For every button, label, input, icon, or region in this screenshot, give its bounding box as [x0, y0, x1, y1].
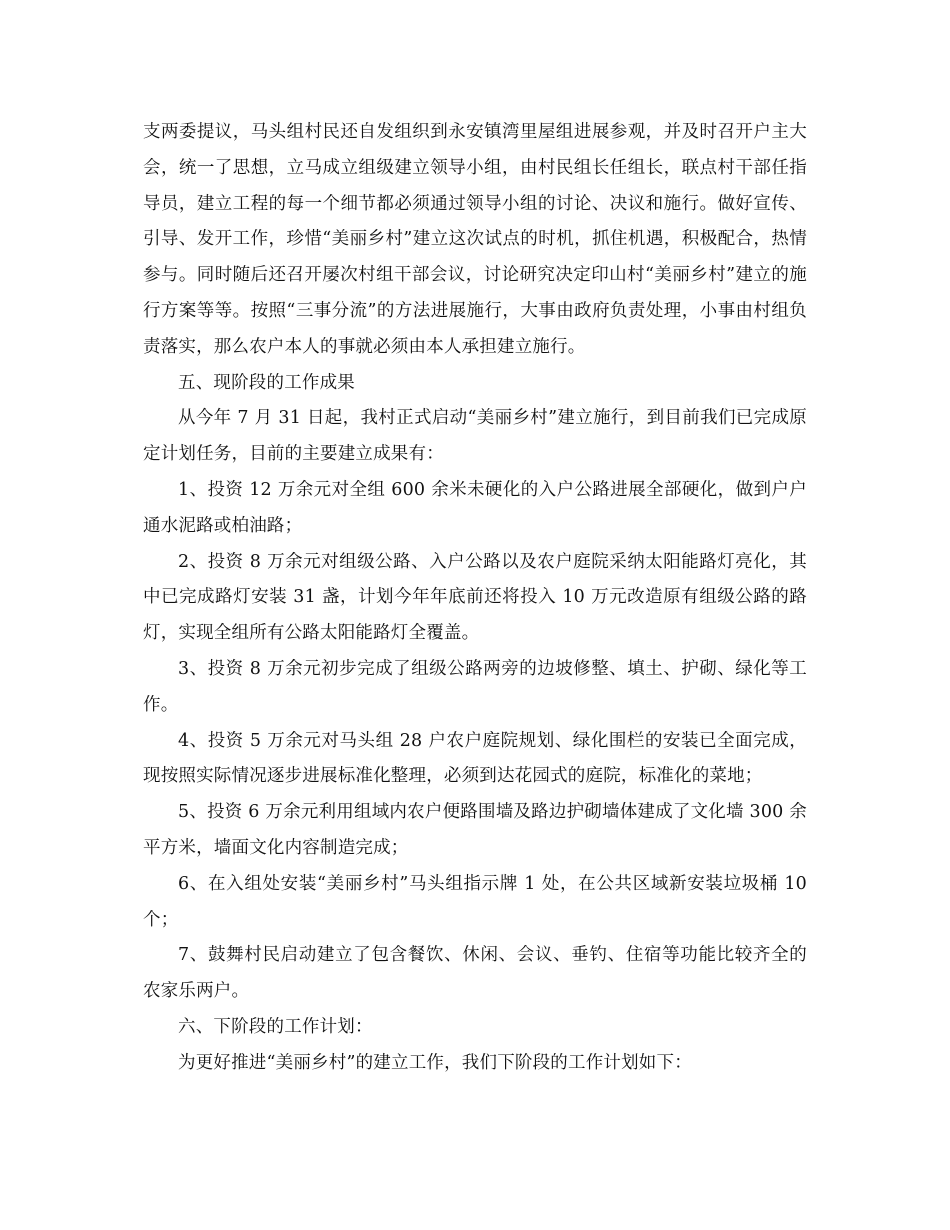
list-item-7: 7、鼓舞村民启动建立了包含餐饮、休闲、会议、垂钓、住宿等功能比较齐全的农家乐两户。	[143, 945, 807, 1002]
paragraph-intro-results: 从今年 7 月 31 日起，我村正式启动“美丽乡村”建立施行，到目前我们已完成原定计划任务，目前的主要建立成果有：	[143, 408, 807, 465]
paragraph-intro-plan: 为更好推进“美丽乡村”的建立工作，我们下阶段的工作计划如下：	[178, 1052, 692, 1073]
list-item-5: 5、投资 6 万余元利用组域内农户便路围墙及路边护砌墙体建成了文化墙 300 余平方米，墙面文化内容制造完成；	[143, 802, 807, 858]
section-heading-6: 六、下阶段的工作计划：	[178, 1016, 373, 1037]
section-heading-5: 五、现阶段的工作成果	[178, 372, 355, 393]
paragraph-continuation: 支两委提议，马头组村民还自发组织到永安镇湾里屋组进展参观，并及时召开户主大会，统一了思想，立马成立组级建立领导小组，由村民组长任组长，联点村干部任指导员，建立工程的每一个细节都必须通过领导小组的讨论、决议和施行。做好宣传、引导、发开工作，珍惜“美丽乡村”建立这次试点的时机，抓住机遇，积极配合，热情参与。同时随后还召开屡次村组干部会议，讨论研究决定印山村“美丽乡村”建立的施行方案等等。按照“三事分流”的方法进展施行，大事由政府负责处理，小事由村组负责落实，那么农户本人的事就必须由本人承担建立施行。	[143, 122, 807, 357]
document-body	[143, 115, 807, 1082]
list-item-2: 2、投资 8 万余元对组级公路、入户公路以及农户庭院采纳太阳能路灯亮化，其中已完成路灯安装 31 盏，计划今年年底前还将投入 10 万元改造原有组级公路的路灯，实现全组所有公路太阳能路灯全覆盖。	[143, 551, 807, 644]
list-item-6: 6、在入组处安装“美丽乡村”马头组指示牌 1 处，在公共区域新安装垃圾桶 10 个；	[143, 873, 807, 930]
list-item-4: 4、投资 5 万余元对马头组 28 户农户庭院规划、绿化围栏的安装已全面完成，现按照实际情况逐步进展标准化整理，必须到达花园式的庭院，标准化的菜地；	[143, 730, 807, 787]
list-item-1: 1、投资 12 万余元对全组 600 余米未硬化的入户公路进展全部硬化，做到户户通水泥路或柏油路；	[143, 479, 807, 536]
list-item-3: 3、投资 8 万余元初步完成了组级公路两旁的边坡修整、填土、护砌、绿化等工作。	[143, 658, 807, 715]
